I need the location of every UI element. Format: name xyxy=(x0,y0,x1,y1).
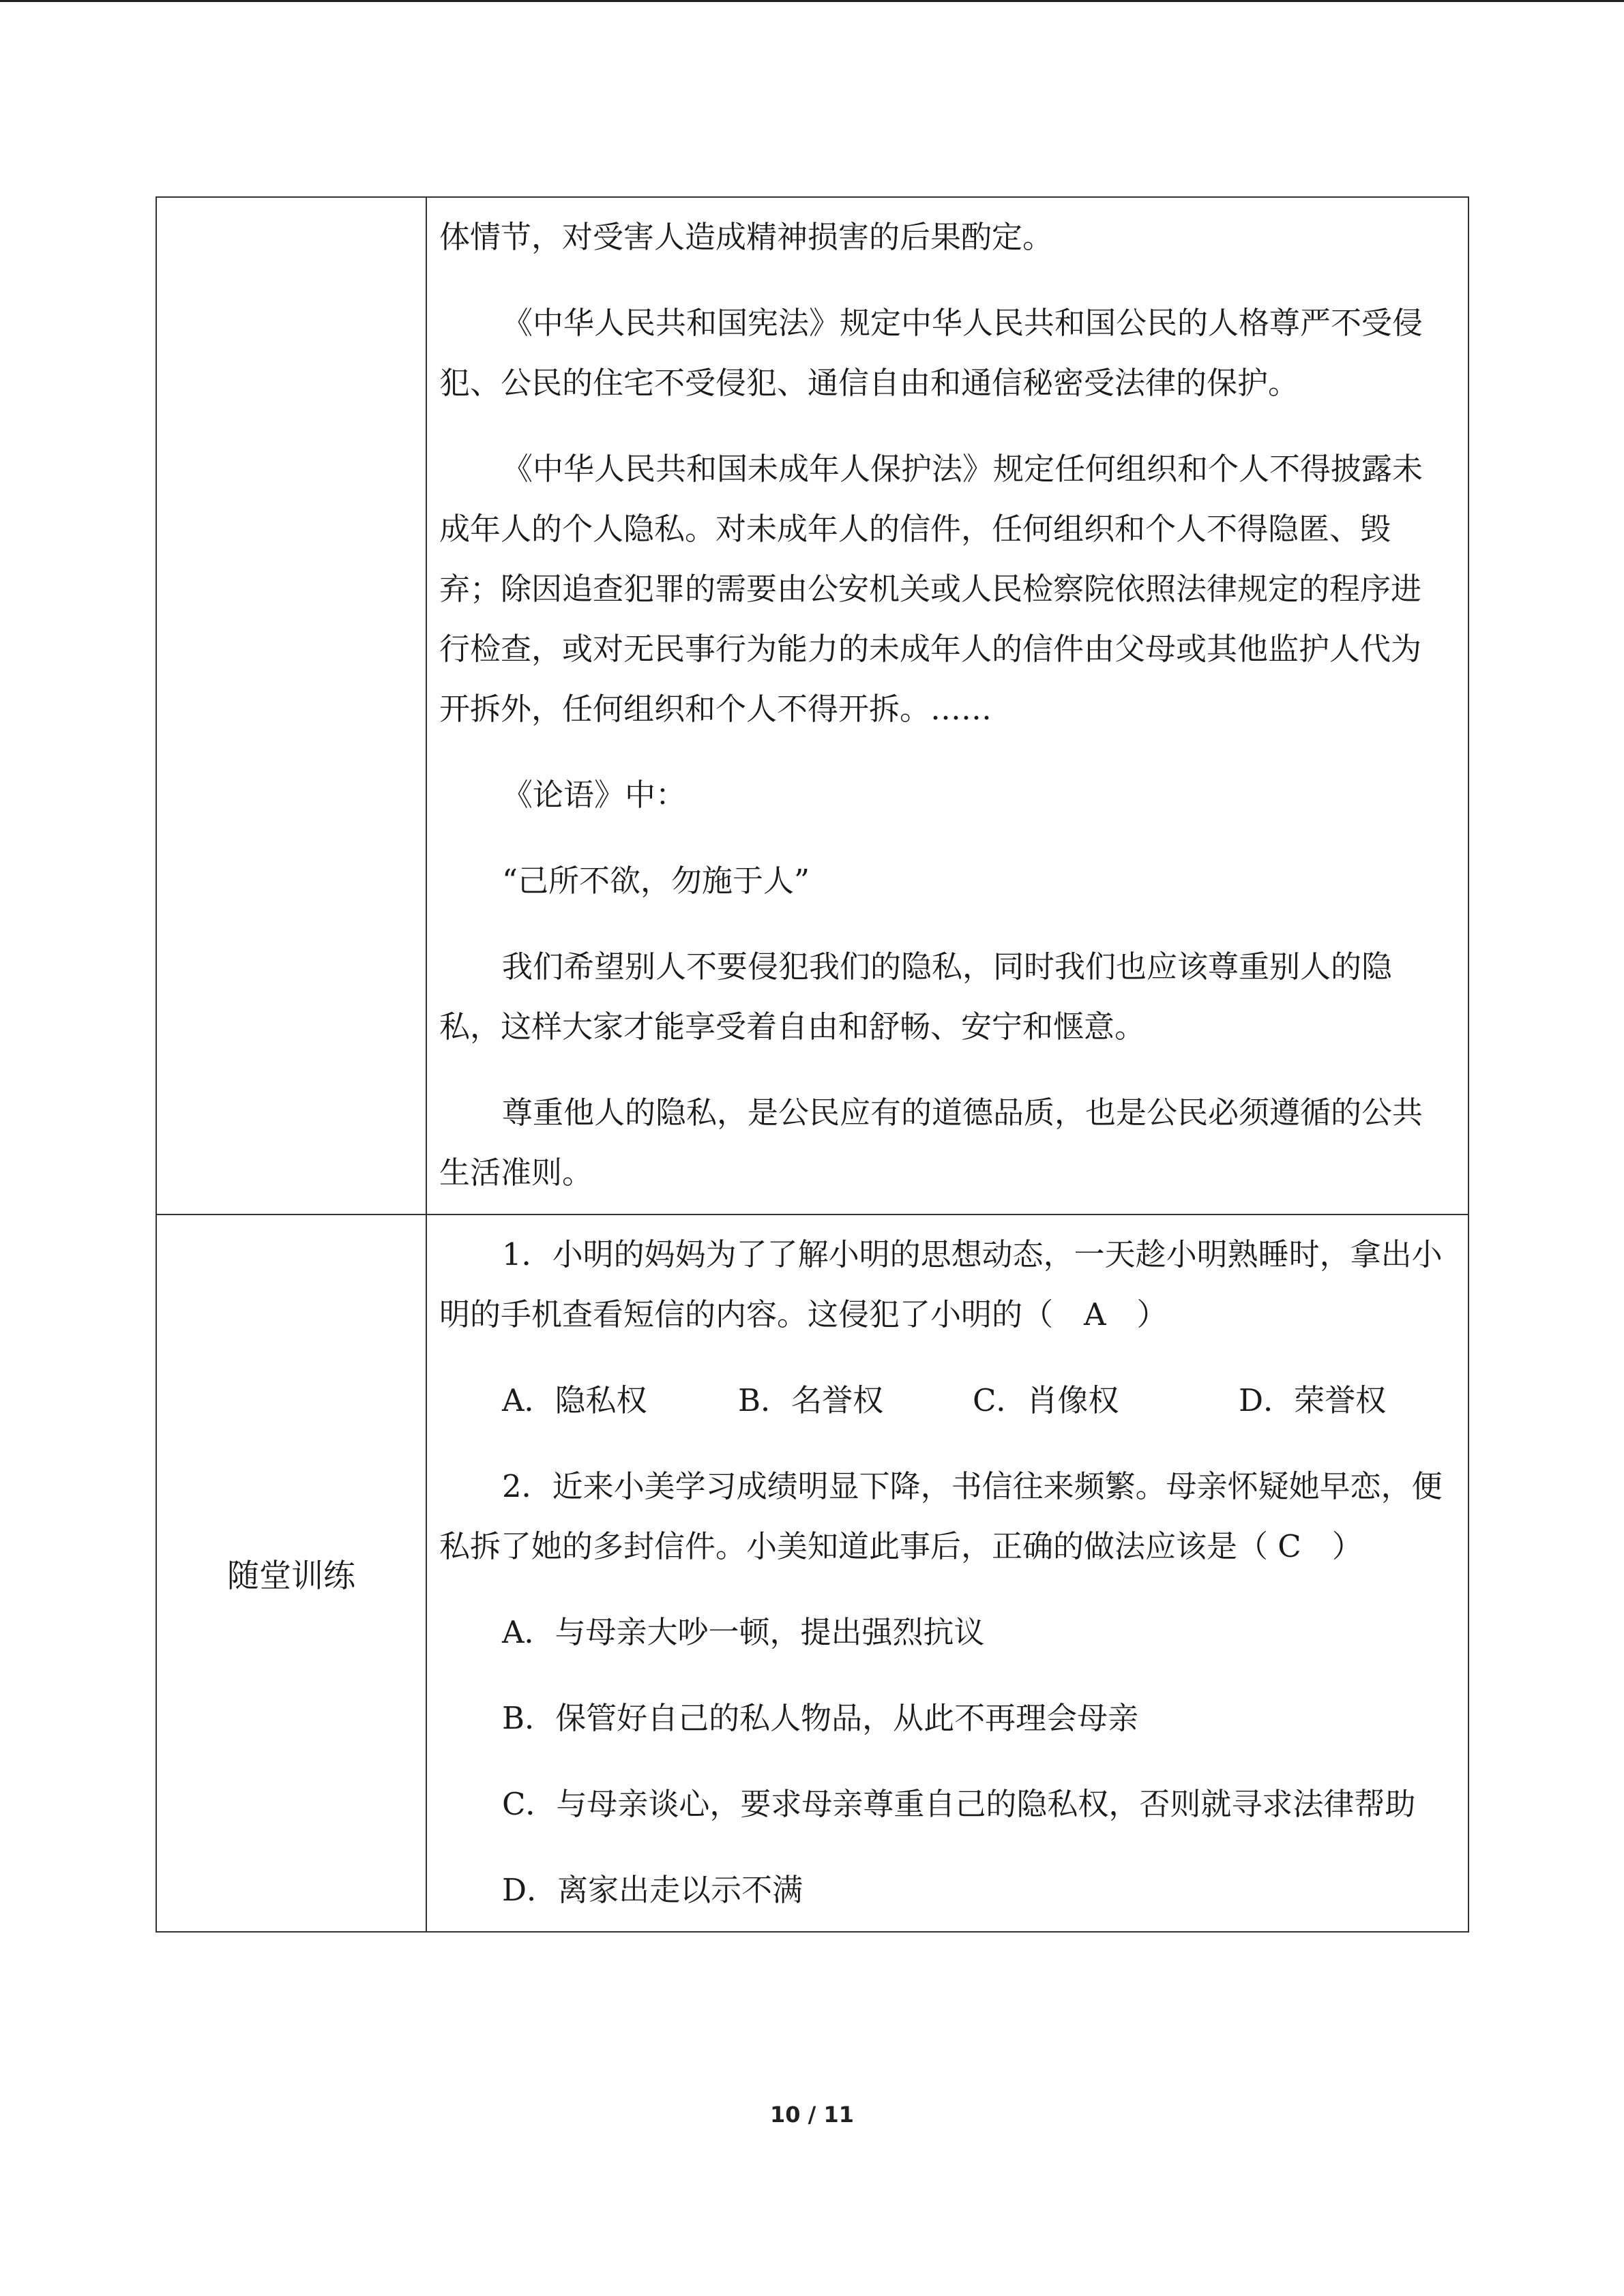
row-label-exercise: 随堂训练 xyxy=(156,1214,426,1932)
q1-option-a: A．隐私权 xyxy=(502,1382,647,1418)
paragraph-analects-quote: “己所不欲，勿施于人” xyxy=(502,863,810,899)
content-cell-law xyxy=(426,197,1468,1214)
table-row-content xyxy=(156,197,1468,1214)
page-number: 10 / 11 xyxy=(769,2102,855,2128)
q2-option-d: D．离家出走以示不满 xyxy=(502,1872,803,1908)
question-2: 2．近来小美学习成绩明显下降，书信往来频繁。母亲怀疑她早恋，便私拆了她的多封信件。小美知道此事后，正确的做法应该是（ C ） xyxy=(439,1468,1443,1564)
question-1-options xyxy=(439,1371,1445,1431)
table-row-exercise xyxy=(156,1214,1468,1932)
top-border-line xyxy=(0,0,1624,2)
paragraph-continuation: 体情节，对受害人造成精神损害的后果酌定。 xyxy=(439,219,1054,255)
q1-option-c: C．肖像权 xyxy=(973,1382,1119,1418)
question-1: 1．小明的妈妈为了了解小明的思想动态，一天趁小明熟睡时，拿出小明的手机查看短信的内容。这侵犯了小明的（ A ） xyxy=(439,1236,1443,1332)
paragraph-constitution: 《中华人民共和国宪法》规定中华人民共和国公民的人格尊严不受侵犯、公民的住宅不受侵犯、通信自由和通信秘密受法律的保护。 xyxy=(439,305,1423,401)
q2-option-a: A．与母亲大吵一顿，提出强烈抗议 xyxy=(502,1614,985,1650)
paragraph-moral-quality: 尊重他人的隐私，是公民应有的道德品质，也是公民必须遵循的公共生活准则。 xyxy=(439,1094,1423,1191)
q2-option-b: B．保管好自己的私人物品，从此不再理会母亲 xyxy=(502,1700,1139,1736)
row-label-empty xyxy=(156,197,426,1214)
content-cell-exercise xyxy=(426,1214,1468,1932)
q2-option-c: C．与母亲谈心，要求母亲尊重自己的隐私权，否则就寻求法律帮助 xyxy=(502,1786,1416,1822)
paragraph-analects-title: 《论语》中： xyxy=(502,777,687,813)
paragraph-minor-protection-law: 《中华人民共和国未成年人保护法》规定任何组织和个人不得披露未成年人的个人隐私。对未成年人的信件，任何组织和个人不得隐匿、毁弃；除因追查犯罪的需要由公安机关或人民检察院依照法律规定的程序进行检查，或对无民事行为能力的未成年人的信件由父母或其他监护人代为开拆外，任何组织和个人不得开拆。…… xyxy=(439,451,1423,727)
q1-option-b: B．名誉权 xyxy=(738,1382,884,1418)
paragraph-respect-privacy: 我们希望别人不要侵犯我们的隐私，同时我们也应该尊重别人的隐私，这样大家才能享受着自由和舒畅、安宁和惬意。 xyxy=(439,949,1393,1045)
lesson-table xyxy=(156,196,1469,1933)
q1-option-d: D．荣誉权 xyxy=(1239,1382,1387,1418)
